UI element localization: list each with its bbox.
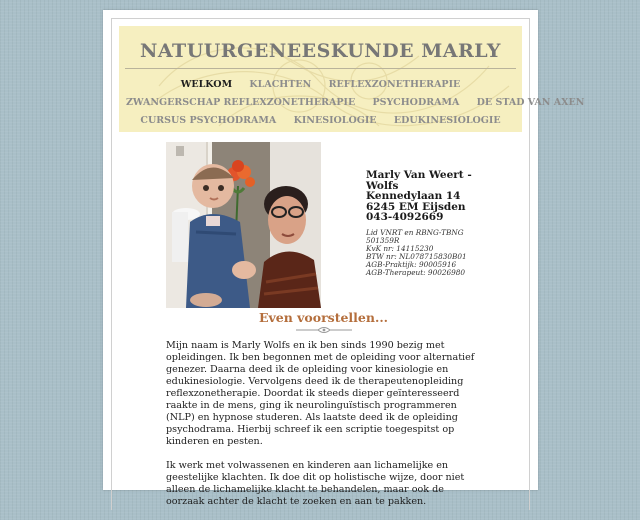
contact-name-line1: Marly Van Weert - [366, 169, 472, 181]
nav-link-de-stad-van-axen[interactable]: DE STAD VAN AXEN [476, 97, 585, 108]
contact-name-line2: Wolfs [366, 179, 399, 192]
nav-link-klachten[interactable]: KLACHTEN [249, 79, 312, 90]
membership-number: 501359R [366, 235, 400, 245]
contact-info [366, 170, 486, 277]
ornament-divider-icon [294, 326, 354, 334]
intro-heading: Even voorstellen... [258, 310, 389, 325]
nav-link-welkom[interactable]: WELKOM [180, 79, 233, 90]
title-divider [125, 68, 516, 69]
contact-city: 6245 EM Eijsden [366, 200, 466, 213]
nav-link-edukinesiologie[interactable]: EDUKINESIOLOGIE [393, 115, 501, 126]
intro-paragraph-1: Mijn naam is Marly Wolfs en ik ben sinds 1990 bezig met opleidingen. Ik ben begonnen met de opleiding voor alternatief genezer. Daarna deed ik de opleiding voor kinesiologie en edukinesiologie. Vervolgens deed ik de therapeutenopleiding reflexzonetherapie. Doordat ik steeds dieper geïnteresseerd raakte in de mens, ging ik neurolinguïstisch programmeren (NLP) en hypnose studeren. Als laatste deed ik de opleiding psychodrama. Hierbij schreef ik een scriptie toegespitst op kinderen en pesten. [166, 340, 475, 447]
membership-line: Lid VNRT en RBNG-TBNG [366, 227, 464, 237]
intro-body [166, 340, 481, 520]
page-container [103, 10, 585, 507]
nav-link-zwangerschap-reflexzonetherapie[interactable]: ZWANGERSCHAP REFLEXZONETHERAPIE [126, 97, 356, 108]
agb-praktijk: AGB-Praktijk: 90005916 [366, 259, 457, 269]
nav-link-cursus-psychodrama[interactable]: CURSUS PSYCHODRAMA [140, 115, 277, 126]
profile-photo [166, 142, 321, 308]
btw-number: BTW nr: NL078715830B01 [366, 251, 467, 261]
contact-phone: 043-4092669 [366, 211, 444, 223]
agb-therapeut: AGB-Therapeut: 90026980 [366, 267, 466, 277]
contact-street: Kennedylaan 14 [366, 190, 461, 202]
main-nav-row-3 [119, 115, 522, 126]
main-nav-row-2 [119, 97, 585, 108]
profile-photo-illustration [166, 142, 321, 308]
nav-link-kinesiologie[interactable]: KINESIOLOGIE [293, 115, 377, 126]
site-title: NATUURGENEESKUNDE MARLY [139, 40, 501, 62]
nav-link-reflexzonetherapie[interactable]: REFLEXZONETHERAPIE [328, 79, 461, 90]
site-header [119, 26, 585, 132]
kvk-number: KvK nr: 14115230 [366, 243, 434, 253]
main-nav-row-1 [119, 79, 522, 90]
nav-link-psychodrama[interactable]: PSYCHODRAMA [372, 97, 460, 108]
intro-paragraph-2: Ik werk met volwassenen en kinderen aan lichamelijke en geestelijke klachten. Ik doe dit op holistische wijze, door niet alleen de lichamelijke klacht te behandelen, maar ook de oorzaak achter de klacht te zoeken en aan te pakken. [166, 460, 465, 507]
contact-registration-info [366, 229, 486, 277]
